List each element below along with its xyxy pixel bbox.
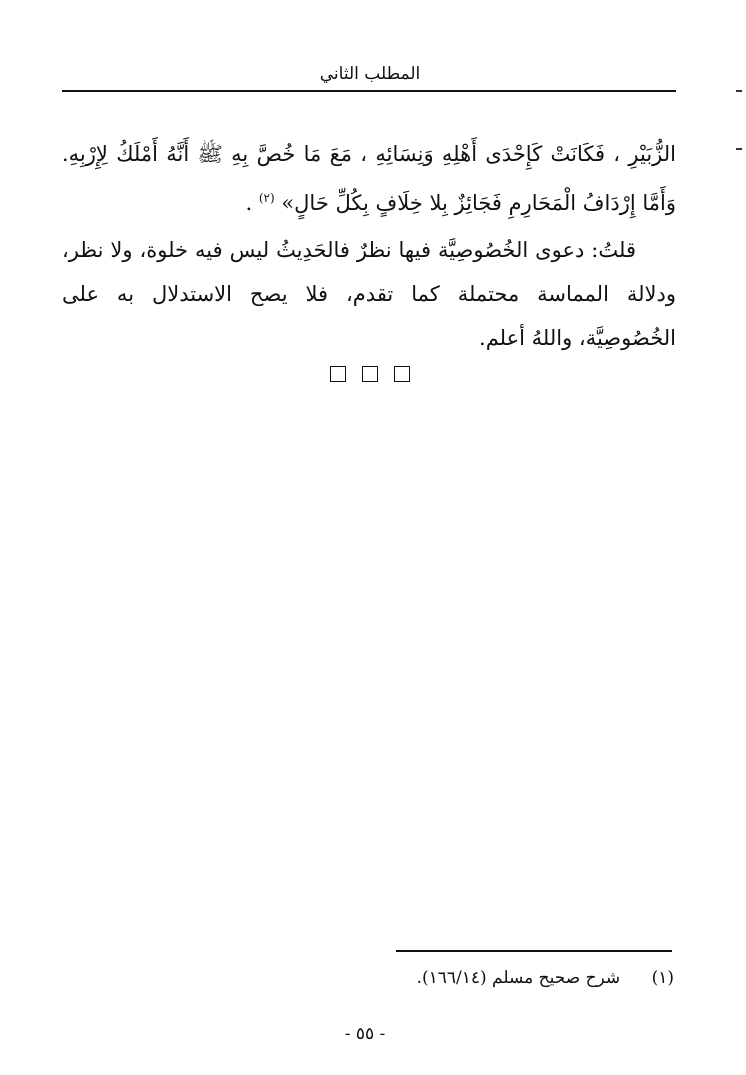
- separator-box-icon: [394, 366, 410, 382]
- paragraph-1-text: الزُّبَيْرِ ، فَكَانَتْ كَإِحْدَى أَهْلِهِ وَنِسَائِهِ ، مَعَ مَا خُصَّ بِهِ ﷺ أَنَّهُ أَمْلَكُ لِإِرْبِهِ. وَأَمَّا إِرْدَافُ الْمَحَارِمِ فَجَائِزٌ بِلا خِلَافٍ بِكُلِّ حَالٍ»: [62, 142, 676, 215]
- separator-box-icon: [362, 366, 378, 382]
- footnote-text: شرح صحيح مسلم (١٦٦/١٤).: [416, 968, 621, 988]
- footnote-number: (١): [651, 968, 674, 988]
- paragraph-1-end: .: [245, 191, 253, 215]
- paragraph-2: قلتُ: دعوى الخُصُوصِيَّة فيها نظرٌ فالحَدِيثُ ليس فيه خلوة، ولا نظر، ودلالة المماسة محتملة كما تقدم، فلا يصح الاستدلال به على الخُصُوصِيَّة، واللهُ أعلم.: [62, 238, 676, 350]
- footnote-rule: [396, 950, 672, 952]
- footnote-1: [300, 968, 674, 988]
- section-separator: [330, 366, 410, 382]
- separator-box-icon: [330, 366, 346, 382]
- header-rule: [62, 90, 676, 92]
- footnote-reference-2: (٢): [258, 191, 275, 205]
- page-number: - ٥٥ -: [344, 1024, 386, 1044]
- paragraph-1: [62, 132, 676, 225]
- scan-mark: [736, 148, 742, 150]
- scan-mark: [736, 90, 742, 92]
- chapter-header-title: المطلب الثاني: [319, 64, 421, 84]
